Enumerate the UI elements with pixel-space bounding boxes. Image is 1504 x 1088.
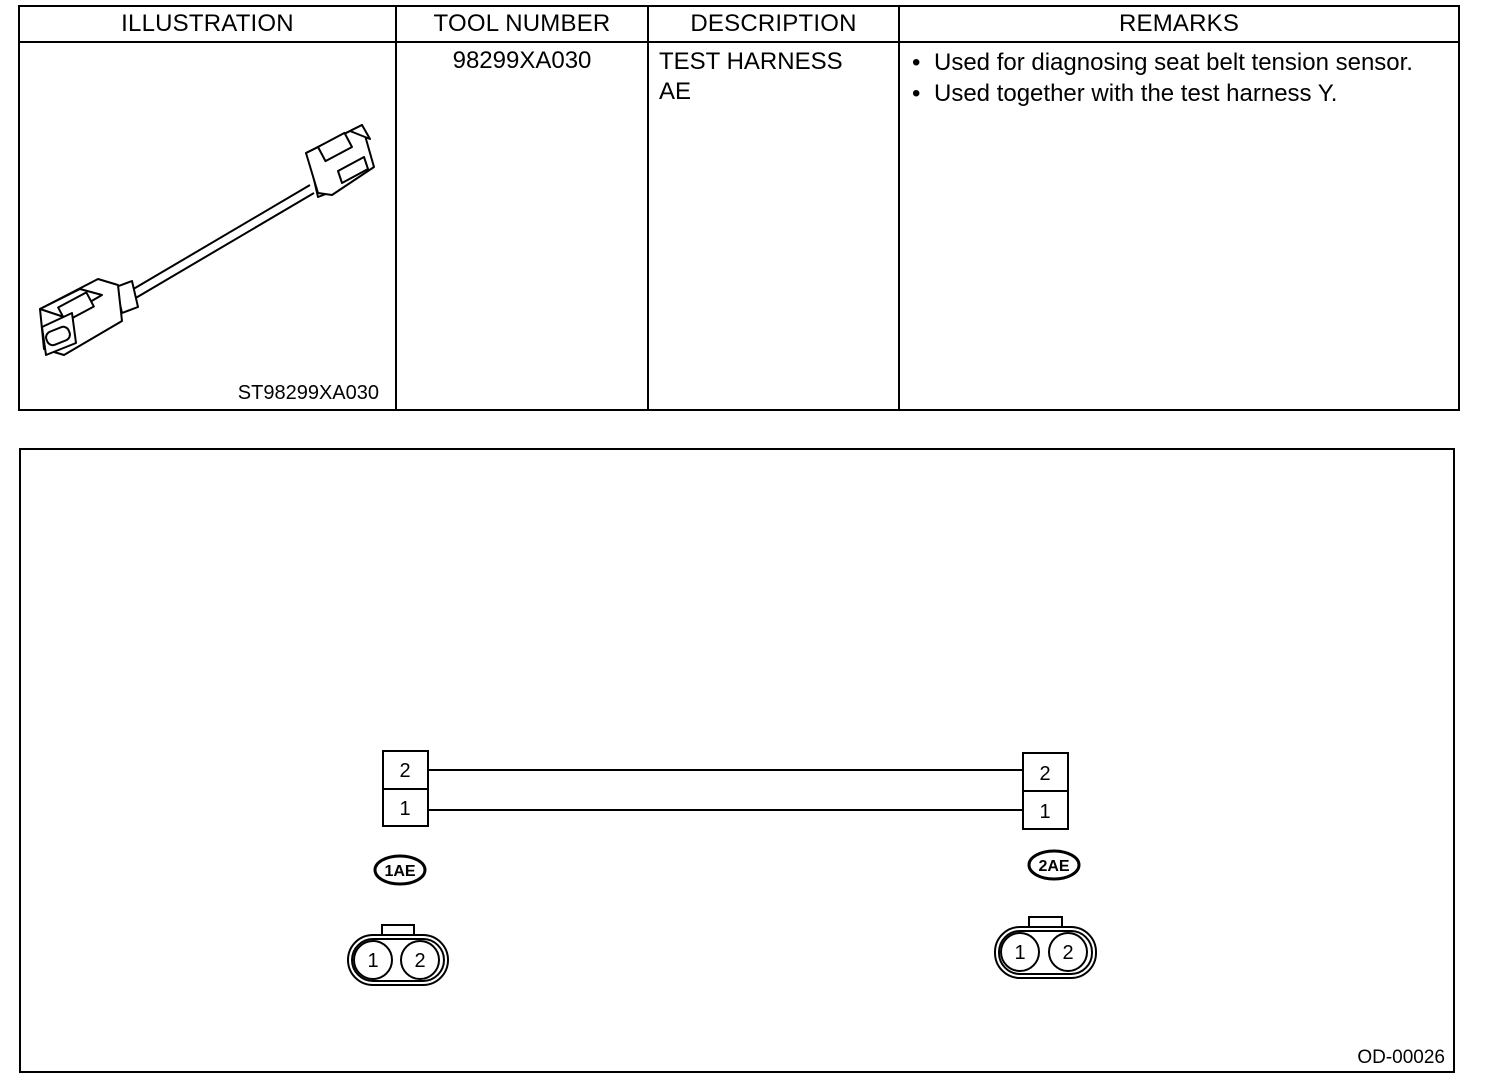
description-line: TEST HARNESS bbox=[659, 48, 843, 75]
left-face-pin-1: 1 bbox=[367, 950, 379, 972]
left-connector-id: 1AE bbox=[384, 863, 416, 880]
remarks-cell bbox=[899, 42, 1459, 410]
right-connector-face bbox=[995, 917, 1096, 978]
header-illustration: ILLUSTRATION bbox=[19, 6, 396, 42]
right-face-pin-1: 1 bbox=[1014, 942, 1026, 964]
left-terminal-1: 1 bbox=[399, 798, 411, 820]
tool-number-cell: 98299XA030 bbox=[396, 42, 648, 410]
wiring-diagram-svg bbox=[21, 450, 1453, 1071]
illustration-code: ST98299XA030 bbox=[237, 382, 379, 404]
remark-item: • Used together with the test harness Y. bbox=[934, 78, 1458, 109]
special-tool-table bbox=[18, 5, 1460, 411]
header-description: DESCRIPTION bbox=[648, 6, 899, 42]
right-face-pin-2: 2 bbox=[1062, 942, 1074, 964]
remark-item: • Used for diagnosing seat belt tension sensor. bbox=[934, 47, 1458, 78]
left-connector-face bbox=[348, 925, 448, 985]
right-terminal-2: 2 bbox=[1039, 763, 1051, 785]
figure-id: OD-00026 bbox=[1357, 1047, 1445, 1068]
wiring-diagram bbox=[19, 448, 1455, 1073]
right-connector-id: 2AE bbox=[1038, 858, 1070, 875]
table-row bbox=[19, 42, 1459, 410]
description-cell bbox=[648, 42, 899, 410]
header-tool-number: TOOL NUMBER bbox=[396, 6, 648, 42]
remarks-list bbox=[900, 43, 1458, 109]
right-terminal-1: 1 bbox=[1039, 801, 1051, 823]
header-remarks: REMARKS bbox=[899, 6, 1459, 42]
table-header-row bbox=[19, 6, 1459, 42]
left-face-pin-2: 2 bbox=[414, 950, 426, 972]
harness-illustration bbox=[20, 43, 397, 409]
description-line: AE bbox=[659, 78, 692, 105]
illustration-cell bbox=[19, 42, 396, 410]
left-terminal-2: 2 bbox=[399, 760, 411, 782]
